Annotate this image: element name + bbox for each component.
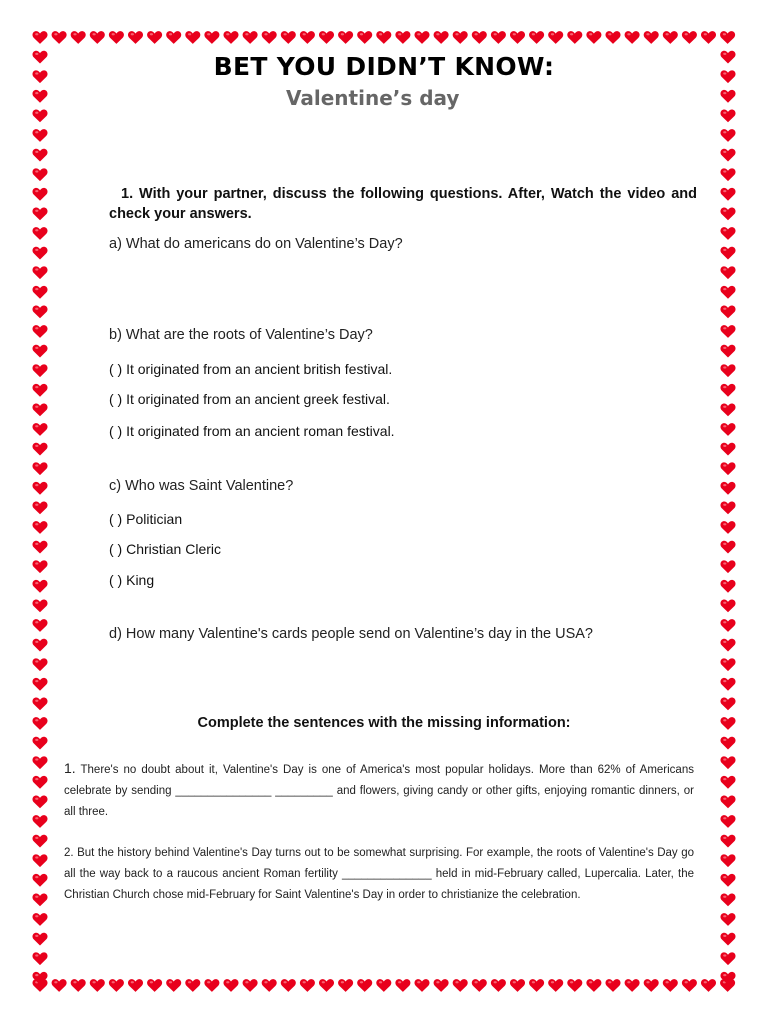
instructions: 1. With your partner, discuss the following questions. After, Watch the video and check your answers.: [109, 186, 697, 222]
question-a: a) What do americans do on Valentine’s Day?: [109, 236, 403, 252]
question-d: d) How many Valentine's cards people send on Valentine’s day in the USA?: [109, 626, 593, 642]
paragraph-1-number: 1.: [64, 760, 76, 776]
option-b-2: ( ) It originated from an ancient greek festival.: [109, 391, 390, 407]
question-b: b) What are the roots of Valentine’s Day?: [109, 327, 373, 343]
option-c-1: ( ) Politician: [109, 511, 183, 527]
question-c: c) Who was Saint Valentine?: [109, 478, 294, 494]
option-b-3: ( ) It originated from an ancient roman festival.: [109, 423, 395, 439]
option-b-1: ( ) It originated from an ancient british festival.: [109, 361, 393, 377]
page-title: BET YOU DIDN’T KNOW:: [213, 52, 555, 81]
option-c-2: ( ) Christian Cleric: [109, 541, 222, 557]
complete-heading: Complete the sentences with the missing information:: [197, 715, 571, 731]
paragraph-1: [64, 758, 694, 823]
page-subtitle: Valentine’s day: [286, 86, 460, 110]
option-c-3: ( ) King: [109, 572, 155, 588]
paragraph-2: 2. But the history behind Valentine's Day turns out to be somewhat surprising. For example, the roots of Valentine's Day go all the way back to a raucous ancient Roman fertility ______________ held in mid-February called, Lupercalia. Later, the Christian Church chose mid-February for Saint Valentine's Day in order to christianize the celebration.: [64, 847, 694, 901]
paragraph-1-text: There's no doubt about it, Valentine's Day is one of America's most popular holidays. More than 62% of Americans celebrate by sending _______________ _________ and flowers, giving candy or other gifts, enjoying romantic dinners, or all three.: [64, 764, 694, 818]
